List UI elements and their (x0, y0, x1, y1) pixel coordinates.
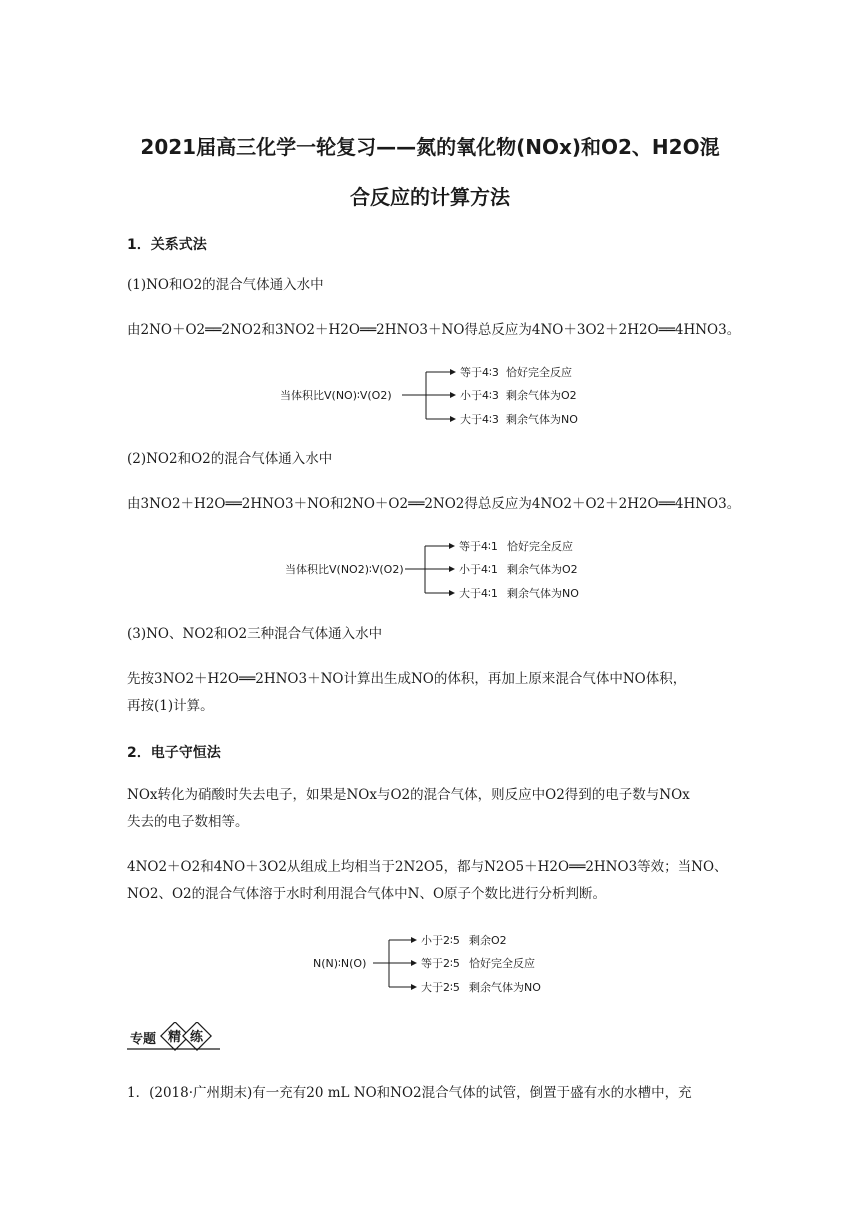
subsection-1-equation: 由2NO＋O2══2NO2和3NO2＋H2O══2HNO3＋NO得总反应为4NO＋3O2＋2H2O══4HNO3。 (127, 322, 741, 338)
subsection-2-label: (2)NO2和O2的混合气体通入水中 (127, 451, 333, 467)
diagram-3-branch-2-condition: 等于2∶5 (421, 957, 460, 970)
ratio-diagram-3 (313, 930, 593, 996)
section-2-paragraph-1-line-2: 失去的电子数相等。 (127, 814, 249, 830)
diagram-3-branch-1-condition: 小于2∶5 (421, 934, 460, 947)
subsection-1-label: (1)NO和O2的混合气体通入水中 (127, 277, 324, 293)
section-2-paragraph-1-line-1: NOx转化为硝酸时失去电子，如果是NOx与O2的混合气体，则反应中O2得到的电子数与NOx (127, 787, 690, 803)
diagram-2-branch-2-condition: 小于4∶1 (459, 563, 498, 576)
diagram-1-branch-1-result: 恰好完全反应 (506, 366, 572, 379)
diagram-1-branch-2-condition: 小于4∶3 (460, 389, 499, 402)
question-1-text: 1．(2018·广州期末)有一充有20 mL NO和NO2混合气体的试管，倒置于盛有水的水槽中，充 (127, 1085, 692, 1101)
diagram-1-branch-3-condition: 大于4∶3 (460, 413, 499, 426)
diagram-3-branch-2-result: 恰好完全反应 (469, 957, 535, 970)
section-2-paragraph-2-line-2: NO2、O2的混合气体溶于水时利用混合气体中N、O原子个数比进行分析判断。 (127, 886, 607, 902)
badge-part-3: 练 (190, 1030, 204, 1045)
ratio-diagram-2 (285, 536, 605, 602)
document-title-line-1: 2021届高三化学一轮复习——氮的氧化物(NOx)和O2、H2O混 (140, 135, 720, 159)
subsection-3-label: (3)NO、NO2和O2三种混合气体通入水中 (127, 626, 383, 642)
diagram-2-root: 当体积比V(NO2)∶V(O2) (285, 563, 404, 576)
section-2-paragraph-2-line-1: 4NO2＋O2和4NO＋3O2从组成上均相当于2N2O5，都与N2O5＋H2O══2HNO3等效；当NO、 (127, 859, 728, 875)
section-2-heading: 2．电子守恒法 (127, 745, 221, 761)
badge-part-2: 精 (168, 1030, 182, 1045)
special-practice-badge (127, 1022, 222, 1052)
diagram-1-branch-1-condition: 等于4∶3 (460, 366, 499, 379)
section-1-heading: 1．关系式法 (127, 237, 207, 253)
diagram-3-root: N(N)∶N(O) (313, 957, 367, 970)
document-title-line-2: 合反应的计算方法 (350, 185, 510, 209)
badge-part-1: 专题 (130, 1032, 157, 1047)
diagram-3-branch-1-result: 剩余O2 (469, 934, 507, 947)
diagram-1-branch-3-result: 剩余气体为NO (506, 413, 578, 426)
ratio-diagram-1 (280, 362, 600, 428)
diagram-2-branch-1-condition: 等于4∶1 (459, 540, 498, 553)
subsection-3-text-line-2: 再按(1)计算。 (127, 698, 214, 714)
diagram-3-branch-3-result: 剩余气体为NO (469, 981, 541, 994)
diagram-3-branch-3-condition: 大于2∶5 (421, 981, 460, 994)
diagram-2-branch-3-condition: 大于4∶1 (459, 587, 498, 600)
diagram-2-branch-3-result: 剩余气体为NO (507, 587, 579, 600)
subsection-3-text-line-1: 先按3NO2＋H2O══2HNO3＋NO计算出生成NO的体积，再加上原来混合气体中NO体积， (127, 671, 687, 687)
diagram-1-branch-2-result: 剩余气体为O2 (506, 389, 577, 402)
subsection-2-equation: 由3NO2＋H2O══2HNO3＋NO和2NO＋O2══2NO2得总反应为4NO2＋O2＋2H2O══4HNO3。 (127, 496, 741, 512)
diagram-2-branch-1-result: 恰好完全反应 (507, 540, 573, 553)
diagram-2-branch-2-result: 剩余气体为O2 (507, 563, 578, 576)
diagram-1-root: 当体积比V(NO)∶V(O2) (280, 389, 392, 402)
